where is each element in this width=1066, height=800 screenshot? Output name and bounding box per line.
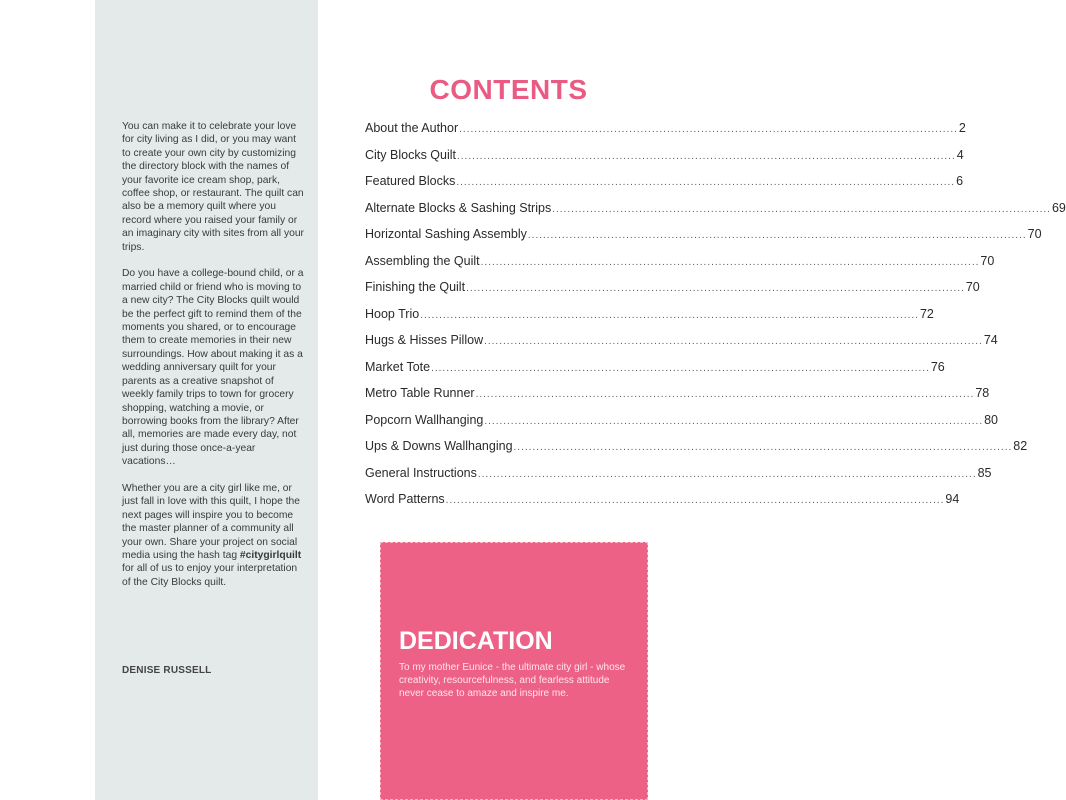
toc-entry-title: Alternate Blocks & Sashing Strips	[365, 200, 552, 215]
toc-dot-leader: ....................................................................................................................................	[466, 283, 965, 294]
author-signature: DENISE RUSSELL	[122, 665, 212, 676]
toc-entry[interactable]	[365, 121, 966, 148]
toc-entry-page: 70	[1027, 227, 1042, 241]
contents-heading: CONTENTS	[429, 74, 588, 105]
hashtag: #citygirlquilt	[239, 549, 302, 561]
toc-entry-title: General Instructions	[365, 465, 477, 480]
toc-dot-leader: ....................................................................................................................................	[431, 362, 930, 374]
toc-entry-title: About the Author	[365, 121, 459, 135]
toc-entry-page: 70	[965, 280, 980, 294]
toc-entry-title: City Blocks Quilt	[365, 147, 456, 162]
toc-entry-title: Metro Table Runner	[365, 386, 475, 400]
toc-entry-page: 69	[1051, 200, 1066, 215]
intro-paragraph-1: You can make it to celebrate your love for city living as I did, or you may want to create your own city by customizing the directory block with the names of your favorite ice cream shop, park, coffee shop, or restaurant. The quilt can also be a memory quilt where you record where you raised your family or an imaginary city with sites from all your trips.	[122, 121, 304, 253]
toc-entry[interactable]	[365, 333, 998, 360]
toc-entry-page: 74	[983, 333, 998, 347]
toc-entry-page: 82	[1013, 439, 1028, 453]
toc-entry-page: 78	[975, 386, 990, 400]
toc-entry-title: Featured Blocks	[365, 174, 456, 188]
toc-entry-page: 6	[956, 174, 964, 188]
toc-entry[interactable]	[365, 280, 980, 307]
toc-entry-page: 2	[958, 121, 966, 135]
toc-dot-leader: ....................................................................................................................................	[527, 230, 1027, 241]
intro-paragraph-3	[122, 482, 304, 589]
toc-entry-title: Assembling the Quilt	[365, 253, 480, 268]
toc-entry-page: 94	[945, 492, 960, 506]
toc-dot-leader: ....................................................................................................................................	[552, 203, 1051, 215]
toc-entry[interactable]	[365, 227, 1042, 254]
intro-paragraph-3-start: Whether you are a city girl like me, or just fall in love with this quilt, I hope the next pages will inspire you to become the master planner of a community all your own. Share your project on social media using the hash tag	[122, 482, 301, 561]
intro-text	[122, 120, 304, 603]
toc-entry-title: Horizontal Sashing Assembly	[365, 227, 527, 241]
toc-entry-page: 4	[956, 147, 964, 162]
toc-dot-leader: ....................................................................................................................................	[457, 150, 956, 162]
toc-entry[interactable]	[365, 439, 1028, 466]
toc-dot-leader: ....................................................................................................................................	[445, 495, 945, 506]
toc-entry-page: 85	[977, 465, 992, 480]
table-of-contents	[365, 121, 1066, 519]
dedication-text: To my mother Eunice - the ultimate city girl - whose creativity, resourcefulness, and fearless attitude never cease to amaze and inspire me.	[399, 662, 626, 699]
toc-dot-leader: ....................................................................................................................................	[420, 309, 919, 321]
toc-entry[interactable]	[365, 492, 960, 519]
toc-entry[interactable]	[365, 465, 992, 493]
toc-entry-title: Ups & Downs Wallhanging	[365, 439, 513, 453]
toc-entry[interactable]	[365, 359, 945, 387]
toc-entry[interactable]	[365, 200, 1066, 228]
toc-entry-title: Market Tote	[365, 359, 431, 374]
toc-entry-page: 70	[980, 253, 995, 268]
toc-dot-leader: ....................................................................................................................................	[477, 468, 977, 480]
toc-dot-leader: ....................................................................................................................................	[459, 124, 958, 135]
dedication-heading: DEDICATION	[399, 627, 553, 655]
toc-entry-page: 76	[930, 359, 945, 374]
toc-dot-leader: ....................................................................................................................................	[475, 389, 975, 400]
intro-paragraph-3-end: for all of us to enjoy your interpretation of the City Blocks quilt.	[122, 563, 298, 588]
toc-entry-title: Hugs & Hisses Pillow	[365, 333, 484, 347]
toc-dot-leader: ....................................................................................................................................	[484, 336, 983, 347]
toc-entry[interactable]	[365, 306, 934, 334]
toc-entry[interactable]	[365, 174, 964, 201]
toc-entry-title: Popcorn Wallhanging	[365, 412, 484, 427]
toc-dot-leader: ....................................................................................................................................	[513, 442, 1013, 453]
dedication-box	[380, 542, 648, 800]
intro-paragraph-2: Do you have a college-bound child, or a married child or friend who is moving to a new city? The City Blocks quilt would be the perfect gift to remind them of the moments you shared, or to encourage them to create memories in their new surroundings. How about making it as a wedding anniversary quilt for your parents as a creative snapshot of weekly family trips to town for grocery shopping, watching a movie, or borrowing books from the library? After all, memories are made every day, not just during those once-a-year vacations…	[122, 268, 304, 468]
toc-dot-leader: ....................................................................................................................................	[484, 415, 984, 427]
toc-entry-title: Hoop Trio	[365, 306, 420, 321]
toc-entry[interactable]	[365, 147, 964, 175]
toc-dot-leader: ....................................................................................................................................	[456, 177, 956, 188]
toc-entry[interactable]	[365, 253, 995, 281]
toc-entry-page: 72	[919, 306, 934, 321]
toc-entry[interactable]	[365, 386, 990, 413]
toc-entry[interactable]	[365, 412, 999, 440]
toc-dot-leader: ....................................................................................................................................	[480, 256, 980, 268]
toc-entry-title: Word Patterns	[365, 492, 445, 506]
toc-entry-page: 80	[984, 412, 999, 427]
toc-entry-title: Finishing the Quilt	[365, 280, 466, 294]
